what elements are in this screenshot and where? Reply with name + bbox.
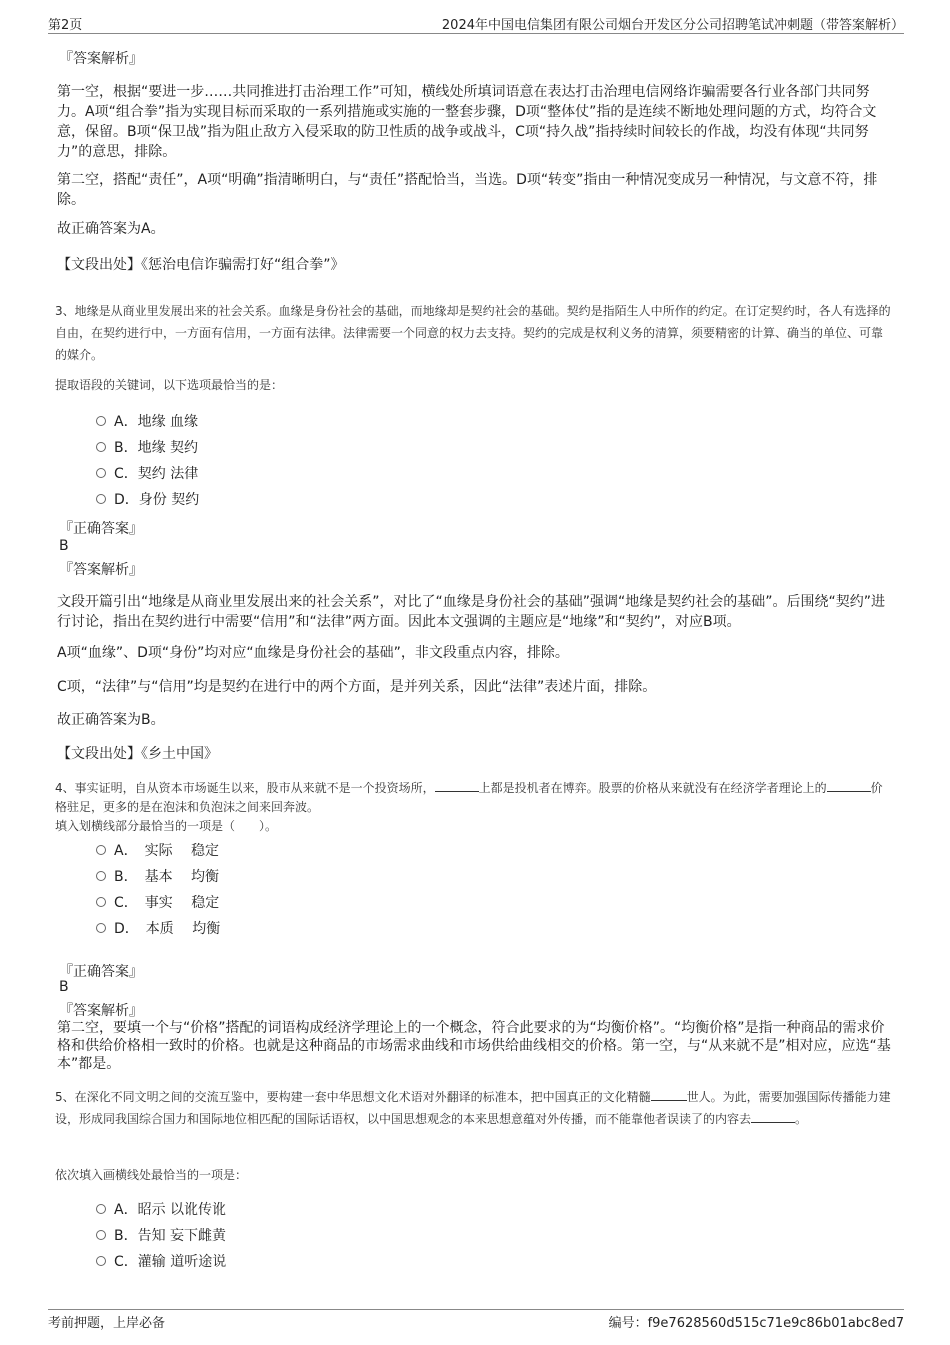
q4-answer-label: 『正确答案』 [59,964,143,980]
option-label: D． 本质 均衡 [114,921,221,937]
radio-icon[interactable] [96,871,106,881]
footer-divider [48,1309,904,1310]
page-footer [48,1312,904,1332]
option-label: A．昭示 以讹传讹 [114,1202,227,1218]
option-label: B．地缘 契约 [114,440,199,456]
page-header [48,14,904,34]
option-label: C． 事实 稳定 [114,895,220,911]
prev-analysis-label: 『答案解析』 [59,51,143,67]
option-label: B． 基本 均衡 [114,869,220,885]
q4-answer: B [59,979,69,995]
q5-option-a[interactable] [96,1200,226,1220]
prev-conclusion: 故正确答案为A。 [57,221,165,237]
prev-analysis-para2: 第二空，搭配“责任”，A项“明确”指清晰明白，与“责任”搭配恰当，当选。D项“转变”指由一种情况变成另一种情况，与文意不符，排除。 [57,172,878,208]
q3-option-a[interactable] [96,412,198,432]
option-label: D．身份 契约 [114,492,200,508]
option-label: C．灌输 道听途说 [114,1254,227,1270]
q4-option-d[interactable] [96,919,220,939]
q4-option-c[interactable] [96,893,219,913]
document-id: 编号：f9e7628560d515c71e9c86b01abc8ed7 [608,1316,904,1331]
q4-option-a[interactable] [96,841,219,861]
question-3-prompt: 提取语段的关键词，以下选项最恰当的是： [55,378,284,392]
radio-icon[interactable] [96,416,106,426]
prev-analysis-para1: 第一空，根据“要进一步……共同推进打击治理工作”可知，横线处所填词语意在表达打击治理电信网络诈骗需要各行业各部门共同努力。A项“组合拳”指为实现目标而采取的一系列措施或实施的一整套步骤，D项“整体仗”指的是连续不断地处理问题的方式，均符合文意，保留。B项“保卫战”指为阻止敌方入侵采取的防卫性质的战争或战斗，C项“持久战”指持续时间较长的作战，均没有体现“共同努力”的意思，排除。 [57,84,877,160]
q3-analysis-para2: A项“血缘”、D项“身份”均对应“血缘是身份社会的基础”，非文段重点内容，排除。 [57,645,569,661]
question-4-stem: 4、事实证明，自从资本市场诞生以来，股市从来就不是一个投资场所， 上都是投机者在博弈。股票的价格从来就没有在经济学者理论上的 价格驻足，更多的是在泡沫和负泡沫之间来回奔波。 填入划横线部分最恰当的一项是（ ）。 [55,779,891,836]
prev-source: 【文段出处】《惩治电信诈骗需打好“组合拳”》 [57,257,345,273]
radio-icon[interactable] [96,468,106,478]
q3-source: 【文段出处】《乡土中国》 [57,746,218,762]
q3-answer: B [59,538,69,554]
q3-analysis-para3: C项，“法律”与“信用”均是契约在进行中的两个方面，是并列关系，因此“法律”表述片面，排除。 [57,679,657,695]
q3-conclusion: 故正确答案为B。 [57,712,165,728]
question-5-stem: 5、在深化不同文明之间的交流互鉴中，要构建一套中华思想文化术语对外翻译的标准本，把中国真正的文化精髓 世人。为此，需要加强国际传播能力建设，形成同我国综合国力和国际地位相匹配的国际话语权，以中国思想观念的本来思想意蕴对外传播，而不能靠他者误读了的内容去 。 [55,1090,891,1126]
blank-1 [435,779,479,792]
radio-icon[interactable] [96,1230,106,1240]
page-number: 第2页 [48,18,83,33]
q3-option-d[interactable] [96,490,199,510]
blank-2 [751,1110,795,1123]
header-divider [48,33,904,34]
option-label: A． 实际 稳定 [114,843,220,859]
q3-option-c[interactable] [96,464,198,484]
radio-icon[interactable] [96,845,106,855]
radio-icon[interactable] [96,923,106,933]
q3-analysis-label: 『答案解析』 [59,562,143,578]
question-3-stem: 3、地缘是从商业里发展出来的社会关系。血缘是身份社会的基础，而地缘却是契约社会的基础。契约是指陌生人中所作的约定。在订定契约时，各人有选择的自由，在契约进行中，一方面有信用，一方面有法律。法律需要一个同意的权力去支持。契约的完成是权利义务的清算，须要精密的计算、确当的单位、可靠的媒介。 [55,304,891,362]
q3-answer-label: 『正确答案』 [59,521,143,537]
q5-option-c[interactable] [96,1252,226,1272]
option-label: A．地缘 血缘 [114,414,199,430]
question-5-prompt: 依次填入画横线处最恰当的一项是： [55,1168,248,1182]
radio-icon[interactable] [96,494,106,504]
document-title: 2024年中国电信集团有限公司烟台开发区分公司招聘笔试冲刺题（带答案解析） [441,18,904,33]
q3-option-b[interactable] [96,438,198,458]
radio-icon[interactable] [96,897,106,907]
blank-2 [827,779,871,792]
option-label: B．告知 妄下雌黄 [114,1228,227,1244]
q3-analysis-para1: 文段开篇引出“地缘是从商业里发展出来的社会关系”，对比了“血缘是身份社会的基础”强调“地缘是契约社会的基础”。后围绕“契约”进行讨论，指出在契约进行中需要“信用”和“法律”两方面。因此本文强调的主题应是“地缘”和“契约”，对应B项。 [57,594,886,630]
radio-icon[interactable] [96,1256,106,1266]
footer-slogan: 考前押题，上岸必备 [48,1316,166,1331]
question-4-prompt: 填入划横线部分最恰当的一项是（ ）。 [55,819,278,833]
radio-icon[interactable] [96,442,106,452]
option-label: C．契约 法律 [114,466,199,482]
radio-icon[interactable] [96,1204,106,1214]
q4-option-b[interactable] [96,867,219,887]
q4-analysis-label: 『答案解析』 [59,1003,143,1019]
blank-1 [651,1088,687,1101]
q5-option-b[interactable] [96,1226,226,1246]
q4-analysis: 第二空，要填一个与“价格”搭配的词语构成经济学理论上的一个概念，符合此要求的为“均衡价格”。“均衡价格”是指一种商品的需求价格和供给价格相一致时的价格。也就是这种商品的市场需求曲线和市场供给曲线相交的价格。第一空，与“从来就不是”相对应，应选“基本”都是。 [57,1020,891,1072]
